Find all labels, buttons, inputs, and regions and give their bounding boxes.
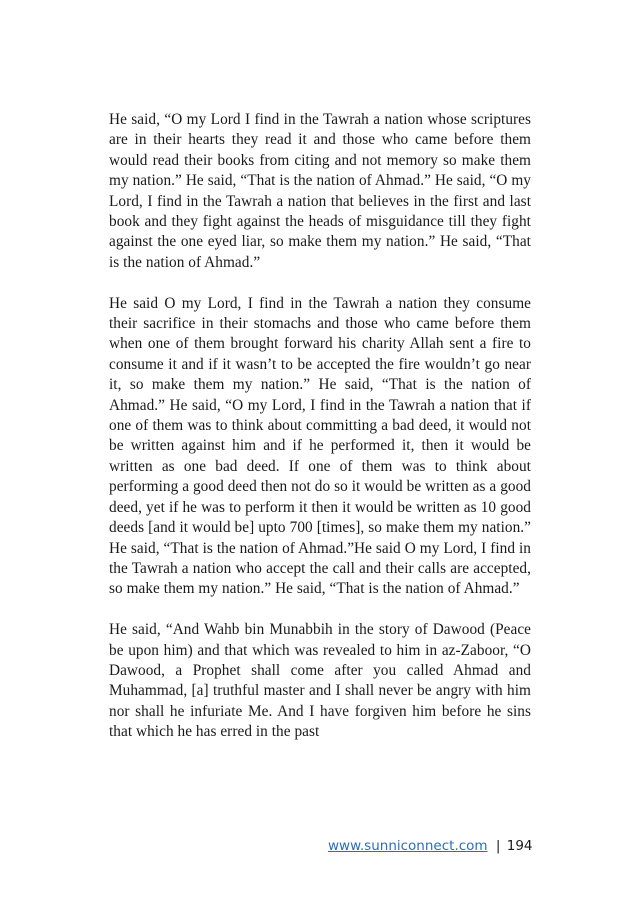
paragraph-1: He said, “O my Lord I find in the Tawrah a nation whose scriptures are in their hearts they read it and those who came before them would read their books from citing and not memory so make them my nation.” He said, “That is the nation of Ahmad.” He said, “O my Lord, I find in the Tawrah a nation that believes in the first and last book and they fight against the heads of misguidance till they fight against the one eyed liar, so make them my nation.” He said, “That is the nation of Ahmad.” xyxy=(109,111,531,271)
paragraph-3: He said, “And Wahb bin Munabbih in the story of Dawood (Peace be upon him) and that which was revealed to him in az-Zaboor, “O Dawood, a Prophet shall come after you called Ahmad and Muhammad, [a] truthful master and I shall never be angry with him nor shall he infuriate Me. And I have forgiven him before he sins that which he has erred in the past xyxy=(109,621,531,741)
page-footer xyxy=(328,838,533,854)
page-number: 194 xyxy=(506,838,533,854)
website-link[interactable]: www.sunniconnect.com xyxy=(328,838,488,854)
paragraph-2: He said O my Lord, I find in the Tawrah a nation they consume their sacrifice in their stomachs and those who came before them when one of them brought forward his charity Allah sent a fire to consume it and if it wasn’t to be accepted the fire wouldn’t go near it, so make them my nation.” He said, “That is the nation of Ahmad.” He said, “O my Lord, I find in the Tawrah a nation that if one of them was to think about committing a bad deed, it would not be written against him and if he performed it, then it would be written as one bad deed. If one of them was to think about performing a good deed then not do so it would be written as a good deed, yet if he was to perform it then it would be written as 10 good deeds [and it would be] upto 700 [times], so make them my nation.” He said, “That is the nation of Ahmad.”He said O my Lord, I find in the Tawrah a nation who accept the call and their calls are accepted, so make them my nation.” He said, “That is the nation of Ahmad.” xyxy=(109,294,531,598)
body-text xyxy=(109,110,531,763)
footer-separator: | xyxy=(495,838,501,854)
